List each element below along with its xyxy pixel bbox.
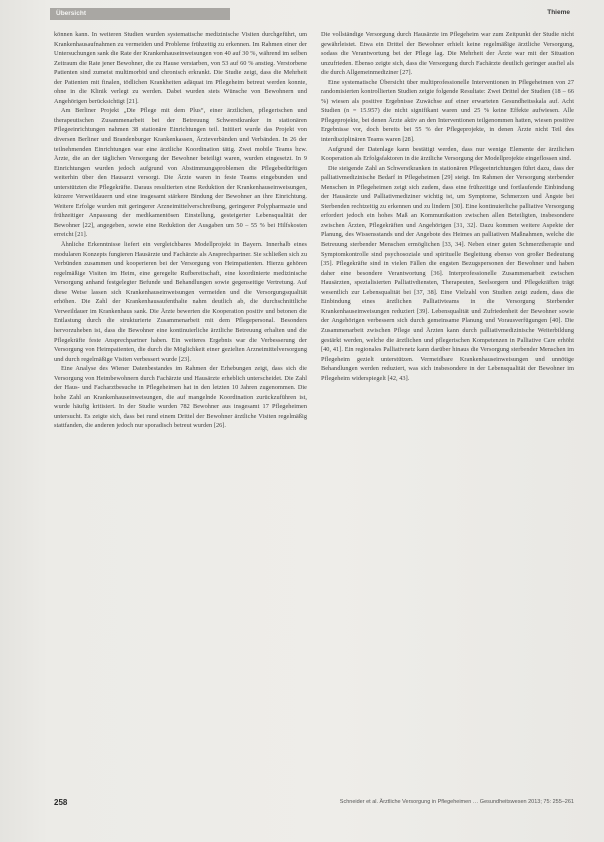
left-column [54,30,307,785]
paragraph: Am Berliner Projekt „Die Pflege mit dem Plus“, einer ärztlichen, pflegerischen und therapeutischen Zusammenarbeit bei der Betreuung Schwerstkranker in stationären Pflegeeinrichtungen nahmen 38 stationäre Einrichtungen teil. Initiiert wurde das Projekt von diversen Berliner und Brandenburger Krankenkassen, Ärzteverbänden und Verbänden. In 26 der teilnehmenden Einrichtungen war eine ärztliche Koordination tätig. Zwei mobile Teams bzw. Ärzte, die an der täglichen Versorgung der Bewohner beteiligt waren, wurden eingesetzt. In 9 Einrichtungen wurden jedoch aufgrund von Abstimmungsproblemen die Pflegebedürftigen weiterhin über den Hausarzt versorgt. Die Ärzte waren in feste Teams eingebunden und unterstützten die Pflegekräfte. Daraus resultierten eine Reduktion der Krankenhauseinweisungen, kürzere Verweildauern und eine insgesamt stärkere Bindung der Bewohner an ihre Einrichtung. Weitere Erfolge wurden mit geringerer Arzneimittelverschreibung, geringerer Polypharmazie und frühzeitiger Anpassung der medikamentösen Einstellung, gesteigerter Lebensqualität der Bewohner [22], angegeben, sowie eine Reduktion der Ausgaben um 50 – 55 % bei Hilfskosten erreicht [21]. [54,107,307,239]
right-column [321,30,574,785]
paragraph: Ähnliche Erkenntnisse liefert ein vergleichbares Modellprojekt in Bayern. Innerhalb eines modularen Konzepts fungieren Hausärzte und Fachärzte als Ansprechpartner. Sie schließen sich zu Verbünden zusammen und kooperieren bei der Versorgung von Heimpatienten. Hierzu gehören regelmäßige Visiten im Heim, eine geregelte Rufbereitschaft, eine koordinierte medizinische Versorgung anhand festgelegter Befunde und Behandlungen sowie gegenseitige Vertretung. Auf diese Weise lassen sich Krankenhauseinweisungen vermeiden und die Versorgungsqualität erhöhen. Die Zahl der Krankenhausaufenthalte nahm deutlich ab, die durchschnittliche Verweildauer im Krankenhaus sank. Die Ärzte bewerten die Kooperation positiv und betonen die Entlastung durch die strukturierte Zusammenarbeit mit dem Pflegepersonal. Besonders hervorzuheben ist, dass die Bewohner eine kontinuierliche ärztliche Betreuung erhalten und die Pflegekräfte feste Ansprechpartner haben. Ein weiteres Ergebnis war die Verbesserung der Versorgung von Heimpatienten, die durch die Möglichkeit einer gezielten Arzneimittelversorgung und durch regelmäßige Visiten verbessert wurde [23]. [54,241,307,363]
paragraph: Eine systematische Übersicht über multiprofessionelle Interventionen in Pflegeheimen von 27 randomisierten kontrollierten Studien zeigte folgende Resultate: Zwei Drittel der Studien (18 – 66 %) wiesen als positive Ergebnisse Zuwächse auf einer erwarteten Gesundheitsskala auf. Acht Studien (n = 15.957) die nicht signifikant waren und 25 % keine Effekte aufwiesen. Alle Pflegeprojekte, bei denen Ärzte aktiv an den Interventionen teilgenommen hatten, wiesen positive Ergebnisse vor, doch bereits bei 55 % der Pflegeprojekte, in denen Ärzte nicht Teil des interdisziplinären Teams waren [28]. [321,78,574,144]
footer-citation: Schneider et al. Ärztliche Versorgung in Pflegeheimen … Gesundheitswesen 2013; 75: 255–261 [339,799,574,805]
page-footer [54,798,574,812]
paragraph: Aufgrund der Datenlage kann bestätigt werden, dass nur wenige Elemente der ärztlichen Kooperation als Erfolgsfaktoren in die ärztliche Versorgung der Modellprojekte eingeflossen sind. [321,145,574,163]
section-rubric: Übersicht [50,8,230,20]
paragraph: können kann. In weiteren Studien wurden systematische medizinische Visiten durchgeführt, um Krankenhausaufnahmen zu vermeiden und Probleme frühzeitig zu erkennen. Im Rahmen einer der Untersuchungen sank die Rate der Krankenhauseinweisungen von 40 auf 30 %, während im selben Zeitraum die Rate jener Bewohner, die zu Hause verstarben, von 53 auf 60 % anstieg. Verstorbene Patienten sind zumeist multimorbid und chronisch erkrankt. Die Studie zeigt, dass die Mehrheit der Patienten mit finalen, tödlichen Krankheiten adäquat im Pflegeheim betreut werden konnte, ohne in die Klinik verlegt zu werden. Dabei wurden stets Wünsche von Bewohnern und Angehörigen berücksichtigt [21]. [54,31,307,105]
page-number: 258 [54,798,68,807]
paragraph: Eine Analyse des Wiener Datenbestandes im Rahmen der Erhebungen zeigt, dass sich die Versorgung von Heimbewohnern durch Fachärzte und Hausärzte erheblich unterscheidet. Die Zahl der Haus- und Facharztbesuche in Pflegeheimen hat in den letzten 10 Jahren zugenommen. Die hohe Zahl an Krankenhauseinweisungen, die auf mangelnde Koordination zurückzuführen ist, wurde häufig kritisiert. In der Studie wurden 782 Bewohner aus insgesamt 17 Pflegeheimen untersucht. Es zeigte sich, dass bei rund einem Drittel der Bewohner ärztliche Visiten regelmäßig stattfanden, die anderen jedoch nur sporadisch betreut wurden [26]. [54,365,307,430]
two-column-body [54,30,574,785]
paragraph: Die vollständige Versorgung durch Hausärzte im Pflegeheim war zum Zeitpunkt der Studie nicht gewährleistet. Etwa ein Drittel der Bewohner erhielt keine regelmäßige ärztliche Versorgung, sodass die Verantwortung bei der Pflege lag. Die Mehrheit der Ärzte war mit der Situation unzufrieden. Ebenso zeigte sich, dass die Versorgung durch Fachärzte deutlich geringer ausfiel als die durch Allgemeinmediziner [27]. [321,31,574,77]
paragraph: Die steigende Zahl an Schwerstkranken in stationären Pflegeeinrichtungen führt dazu, dass der palliativmedizinische Bedarf in Pflegeheimen [29] steigt. Im Rahmen der Versorgung sterbender Menschen in Pflegeheimen zeigt sich zudem, dass eine frühzeitige und fortlaufende Einbindung der Hausärzte und Palliativmediziner wichtig ist, um Symptome, Schmerzen und Ängste bei Sterbenden rechtzeitig zu erkennen und zu lindern [30]. Eine kontinuierliche palliative Versorgung erfordert jedoch ein hohes Maß an Kommunikation zwischen allen Beteiligten, insbesondere zwischen Ärzten, Pflegekräften und Angehörigen [31, 32]. Dazu kommen weitere Aspekte der Planung, des Wissensstands und der Angebote des Heimes an palliativen Maßnahmen, welche die Betreuung sterbender Menschen ermöglichen [33, 34]. Neben einer guten Schmerztherapie und Symptomkontrolle sind psychosoziale und spirituelle Begleitung ebenso von großer Bedeutung [35]. Pflegekräfte sind in vielen Fällen die engsten Bezugspersonen der Bewohner und haben daher eine besondere Verantwortung [36]. Interprofessionelle Zusammenarbeit zwischen Hausärzten, spezialisierten Palliativdiensten, Therapeuten, Seelsorgern und Pflegekräften trägt wesentlich zur Lebensqualität bei [37, 38]. Eine Vielzahl von Studien zeigt zudem, dass die Einbindung eines ärztlichen Palliativteams in die Versorgung Sterbender Krankenhauseinweisungen reduziert [39]. Lebensqualität und Zufriedenheit der Bewohner sowie der Angehörigen verbessern sich durch gemeinsame Planung und Vorausverfügungen [40]. Die Zusammenarbeit zwischen Pflege und Ärzten kann durch palliativmedizinische Weiterbildung gestärkt werden, welche die ärztlichen und pflegerischen Kompetenzen in Palliative Care erhöht [40, 41]. Ein regionales Palliativnetz kann darüber hinaus die Versorgung sterbender Menschen im Pflegeheim gezielt unterstützen. Vermeidbare Krankenhauseinweisungen und unnötige Behandlungen werden reduziert, was sich insbesondere in der Lebensqualität der Bewohner im Pflegeheim widerspiegelt [42, 43]. [321,164,574,382]
page-header [50,8,570,26]
publisher-logo: Thieme [547,9,570,16]
